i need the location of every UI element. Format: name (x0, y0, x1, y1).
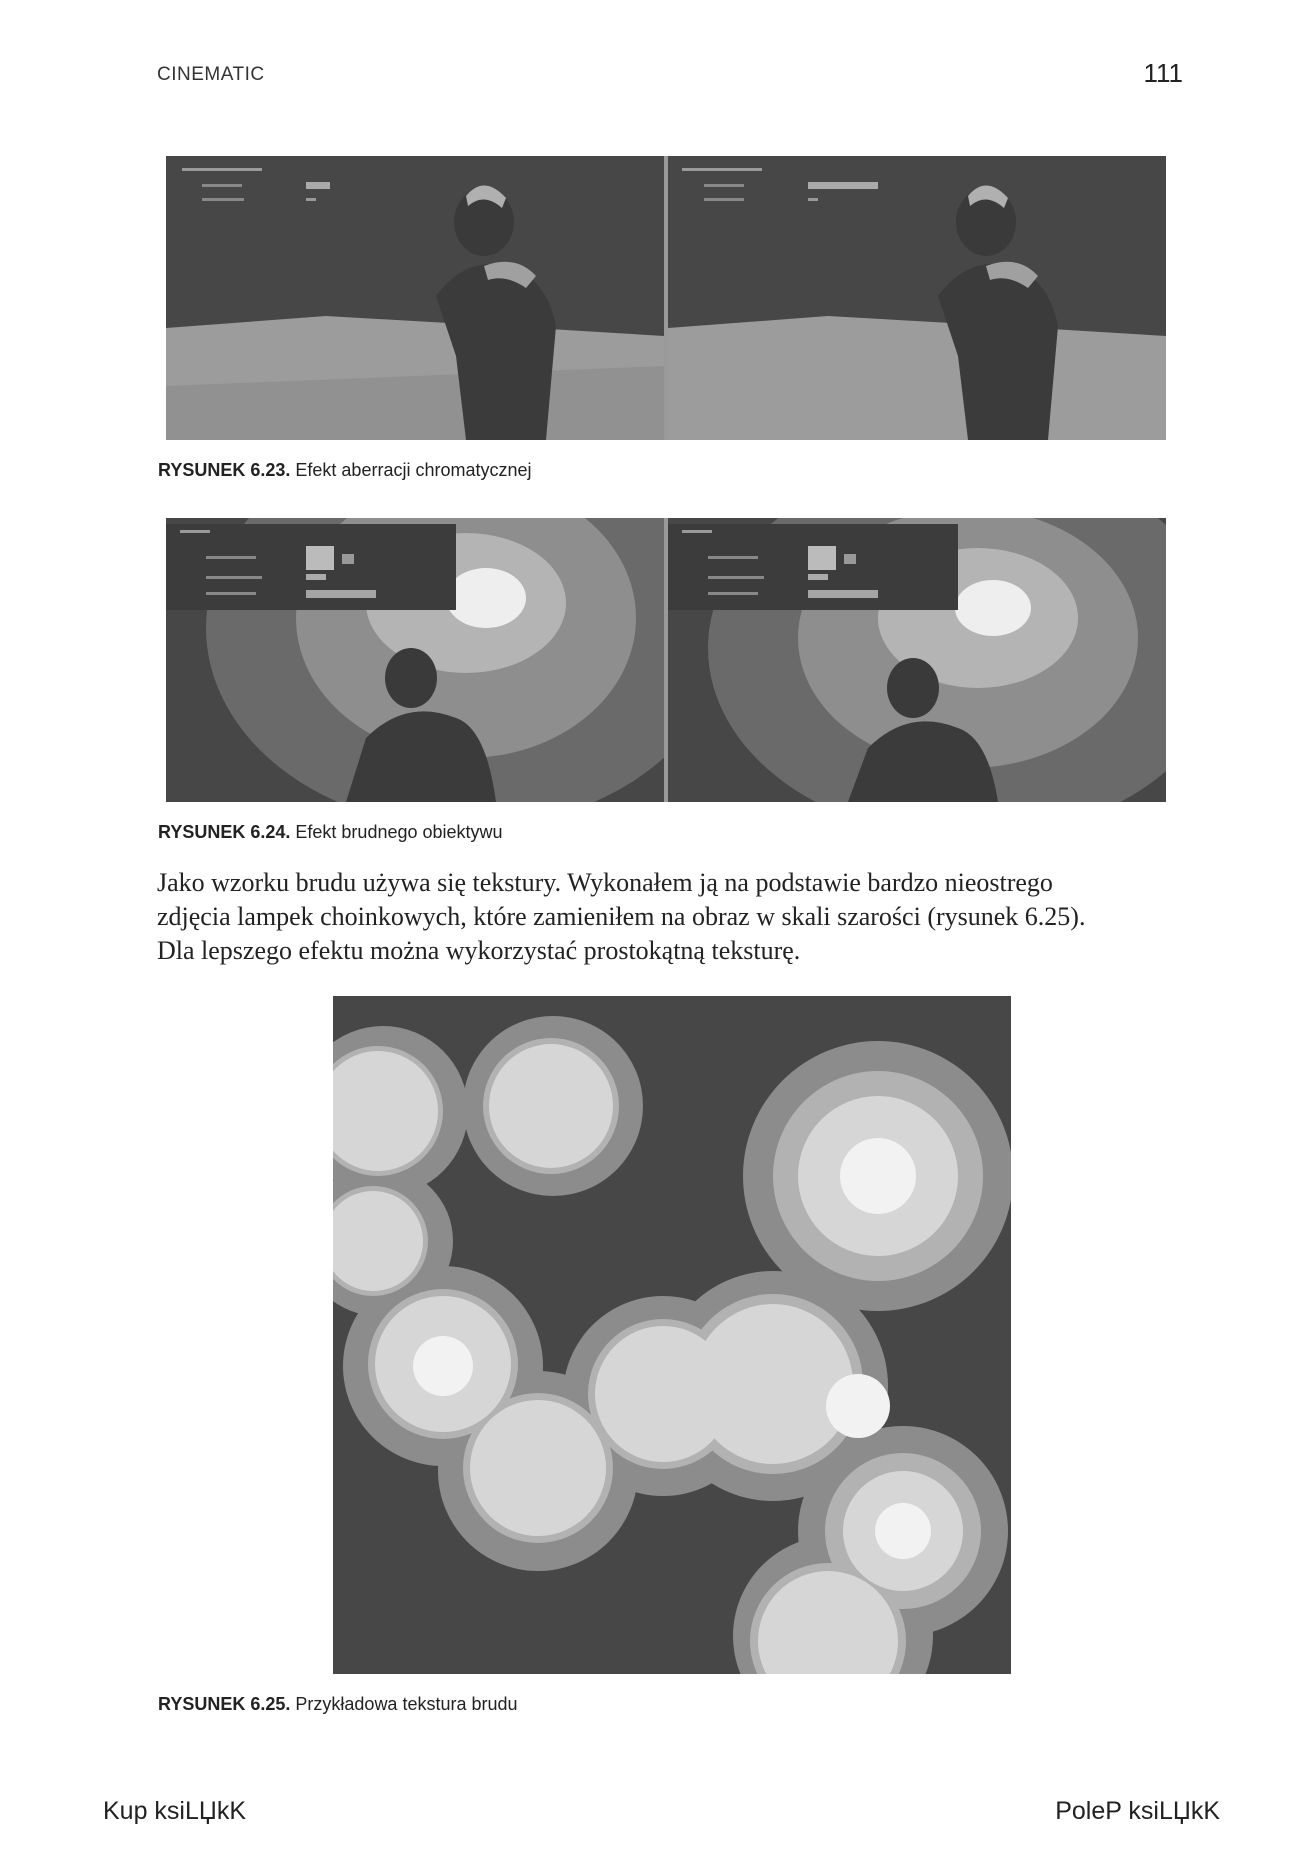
figure-caption-6-23 (158, 460, 532, 481)
screenshot-right (668, 518, 1166, 802)
figure-dirt-texture (333, 996, 1011, 1674)
caption-label: RYSUNEK 6.23. (158, 460, 291, 480)
page-number: 111 (1143, 58, 1183, 88)
caption-text: Efekt brudnego obiektywu (295, 822, 503, 842)
figure-caption-6-24 (158, 822, 503, 843)
figure-caption-6-25 (158, 1694, 518, 1715)
figure-chromatic-aberration (166, 156, 1166, 440)
paragraph-line: Jako wzorku brudu używa się tekstury. Wykonałem ją na podstawie bardzo nieostrego (157, 868, 1053, 897)
running-header: CINEMATIC (157, 64, 265, 85)
caption-text: Przykładowa tekstura brudu (295, 1694, 518, 1714)
footer-buy-link[interactable]: Kup ksiLЏkK (103, 1797, 247, 1825)
paragraph-line: Dla lepszego efektu można wykorzystać prostokątną teksturę. (157, 936, 801, 965)
body-paragraph (157, 866, 1187, 968)
figure-dirty-lens (166, 518, 1166, 802)
caption-label: RYSUNEK 6.24. (158, 822, 291, 842)
screenshot-left (166, 156, 664, 440)
footer-recommend-link[interactable]: PoleP ksiLЏkK (1055, 1797, 1220, 1825)
caption-text: Efekt aberracji chromatycznej (295, 460, 532, 480)
caption-label: RYSUNEK 6.25. (158, 1694, 291, 1714)
screenshot-right (668, 156, 1166, 440)
screenshot-left (166, 518, 664, 802)
paragraph-line: zdjęcia lampek choinkowych, które zamieniłem na obraz w skali szarości (rysunek 6.25). (157, 902, 1086, 931)
